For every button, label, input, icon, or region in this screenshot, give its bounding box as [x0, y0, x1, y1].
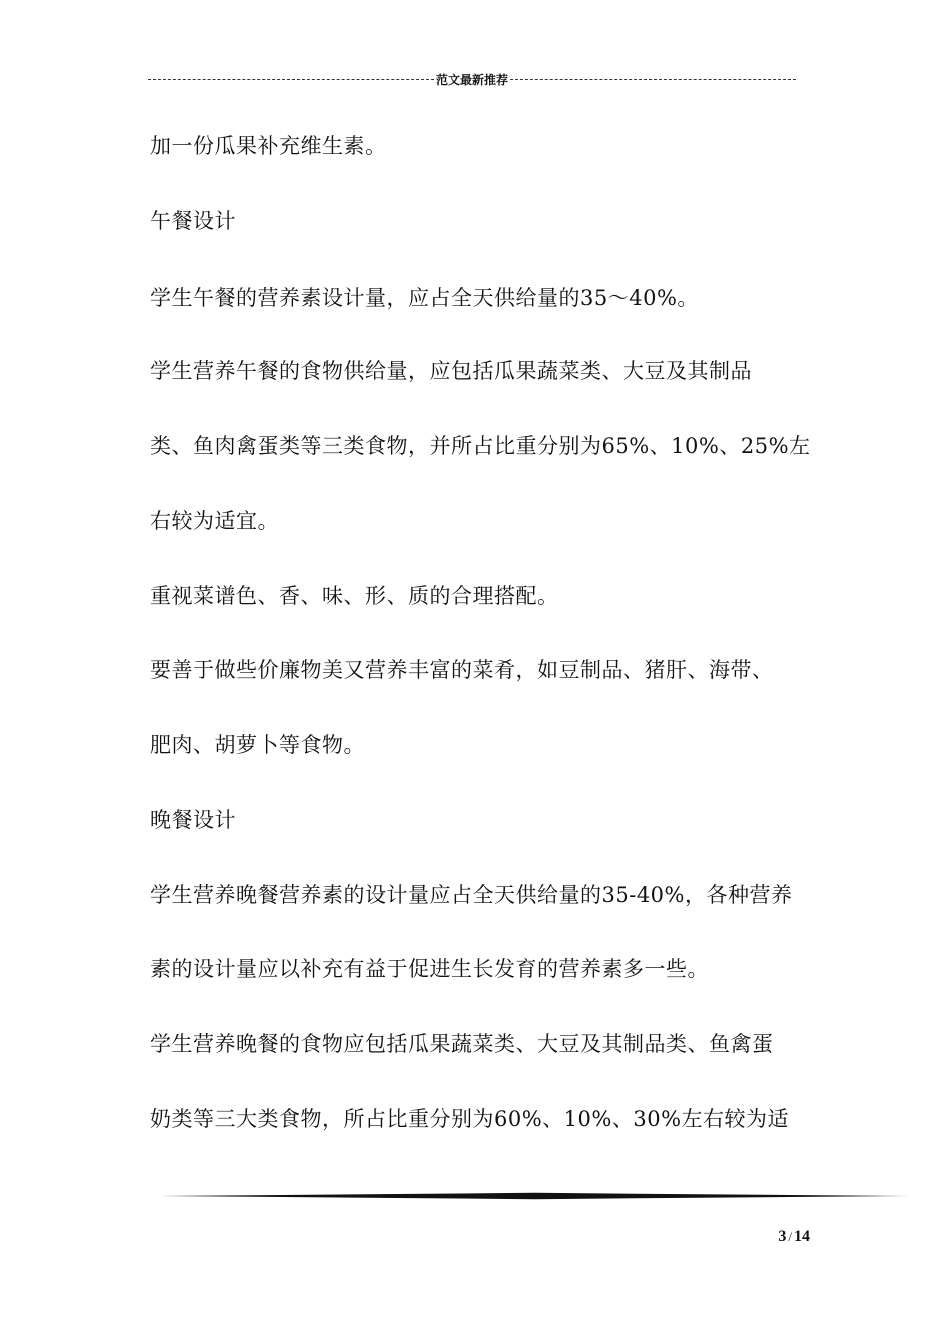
body-line: 加一份瓜果补充维生素。 — [150, 134, 387, 158]
body-line: 奶类等三大类食物，所占比重分别为60%、10%、30%左右较为适 — [150, 1107, 790, 1131]
page-header — [148, 70, 796, 88]
body-line: 要善于做些价廉物美又营养丰富的菜肴，如豆制品、猪肝、海带、 — [150, 658, 774, 682]
body-line: 学生营养晚餐营养素的设计量应占全天供给量的35-40%，各种营养 — [150, 883, 793, 907]
header-dash-left — [148, 79, 434, 80]
body-line: 重视菜谱色、香、味、形、质的合理搭配。 — [150, 584, 559, 608]
body-line: 学生午餐的营养素设计量，应占全天供给量的35～40%。 — [150, 286, 699, 310]
body-line: 右较为适宜。 — [150, 509, 279, 533]
body-line: 类、鱼肉禽蛋类等三类食物，并所占比重分别为65%、10%、25%左 — [150, 434, 811, 458]
current-page: 3 — [778, 1228, 787, 1245]
footer-divider — [160, 1192, 910, 1200]
header-title: 范文最新推荐 — [436, 72, 509, 87]
page-number — [740, 1228, 810, 1246]
header-dash-right — [510, 79, 796, 80]
body-line: 学生营养晚餐的食物应包括瓜果蔬菜类、大豆及其制品类、鱼禽蛋 — [150, 1032, 774, 1056]
body-line: 学生营养午餐的食物供给量，应包括瓜果蔬菜类、大豆及其制品 — [150, 359, 752, 383]
body-line: 肥肉、胡萝卜等食物。 — [150, 733, 365, 757]
section-heading-lunch: 午餐设计 — [150, 209, 236, 233]
total-pages: 14 — [794, 1228, 810, 1245]
body-line: 素的设计量应以补充有益于促进生长发育的营养素多一些。 — [150, 957, 709, 981]
section-heading-dinner: 晚餐设计 — [150, 808, 236, 832]
page-separator: / — [788, 1229, 792, 1244]
